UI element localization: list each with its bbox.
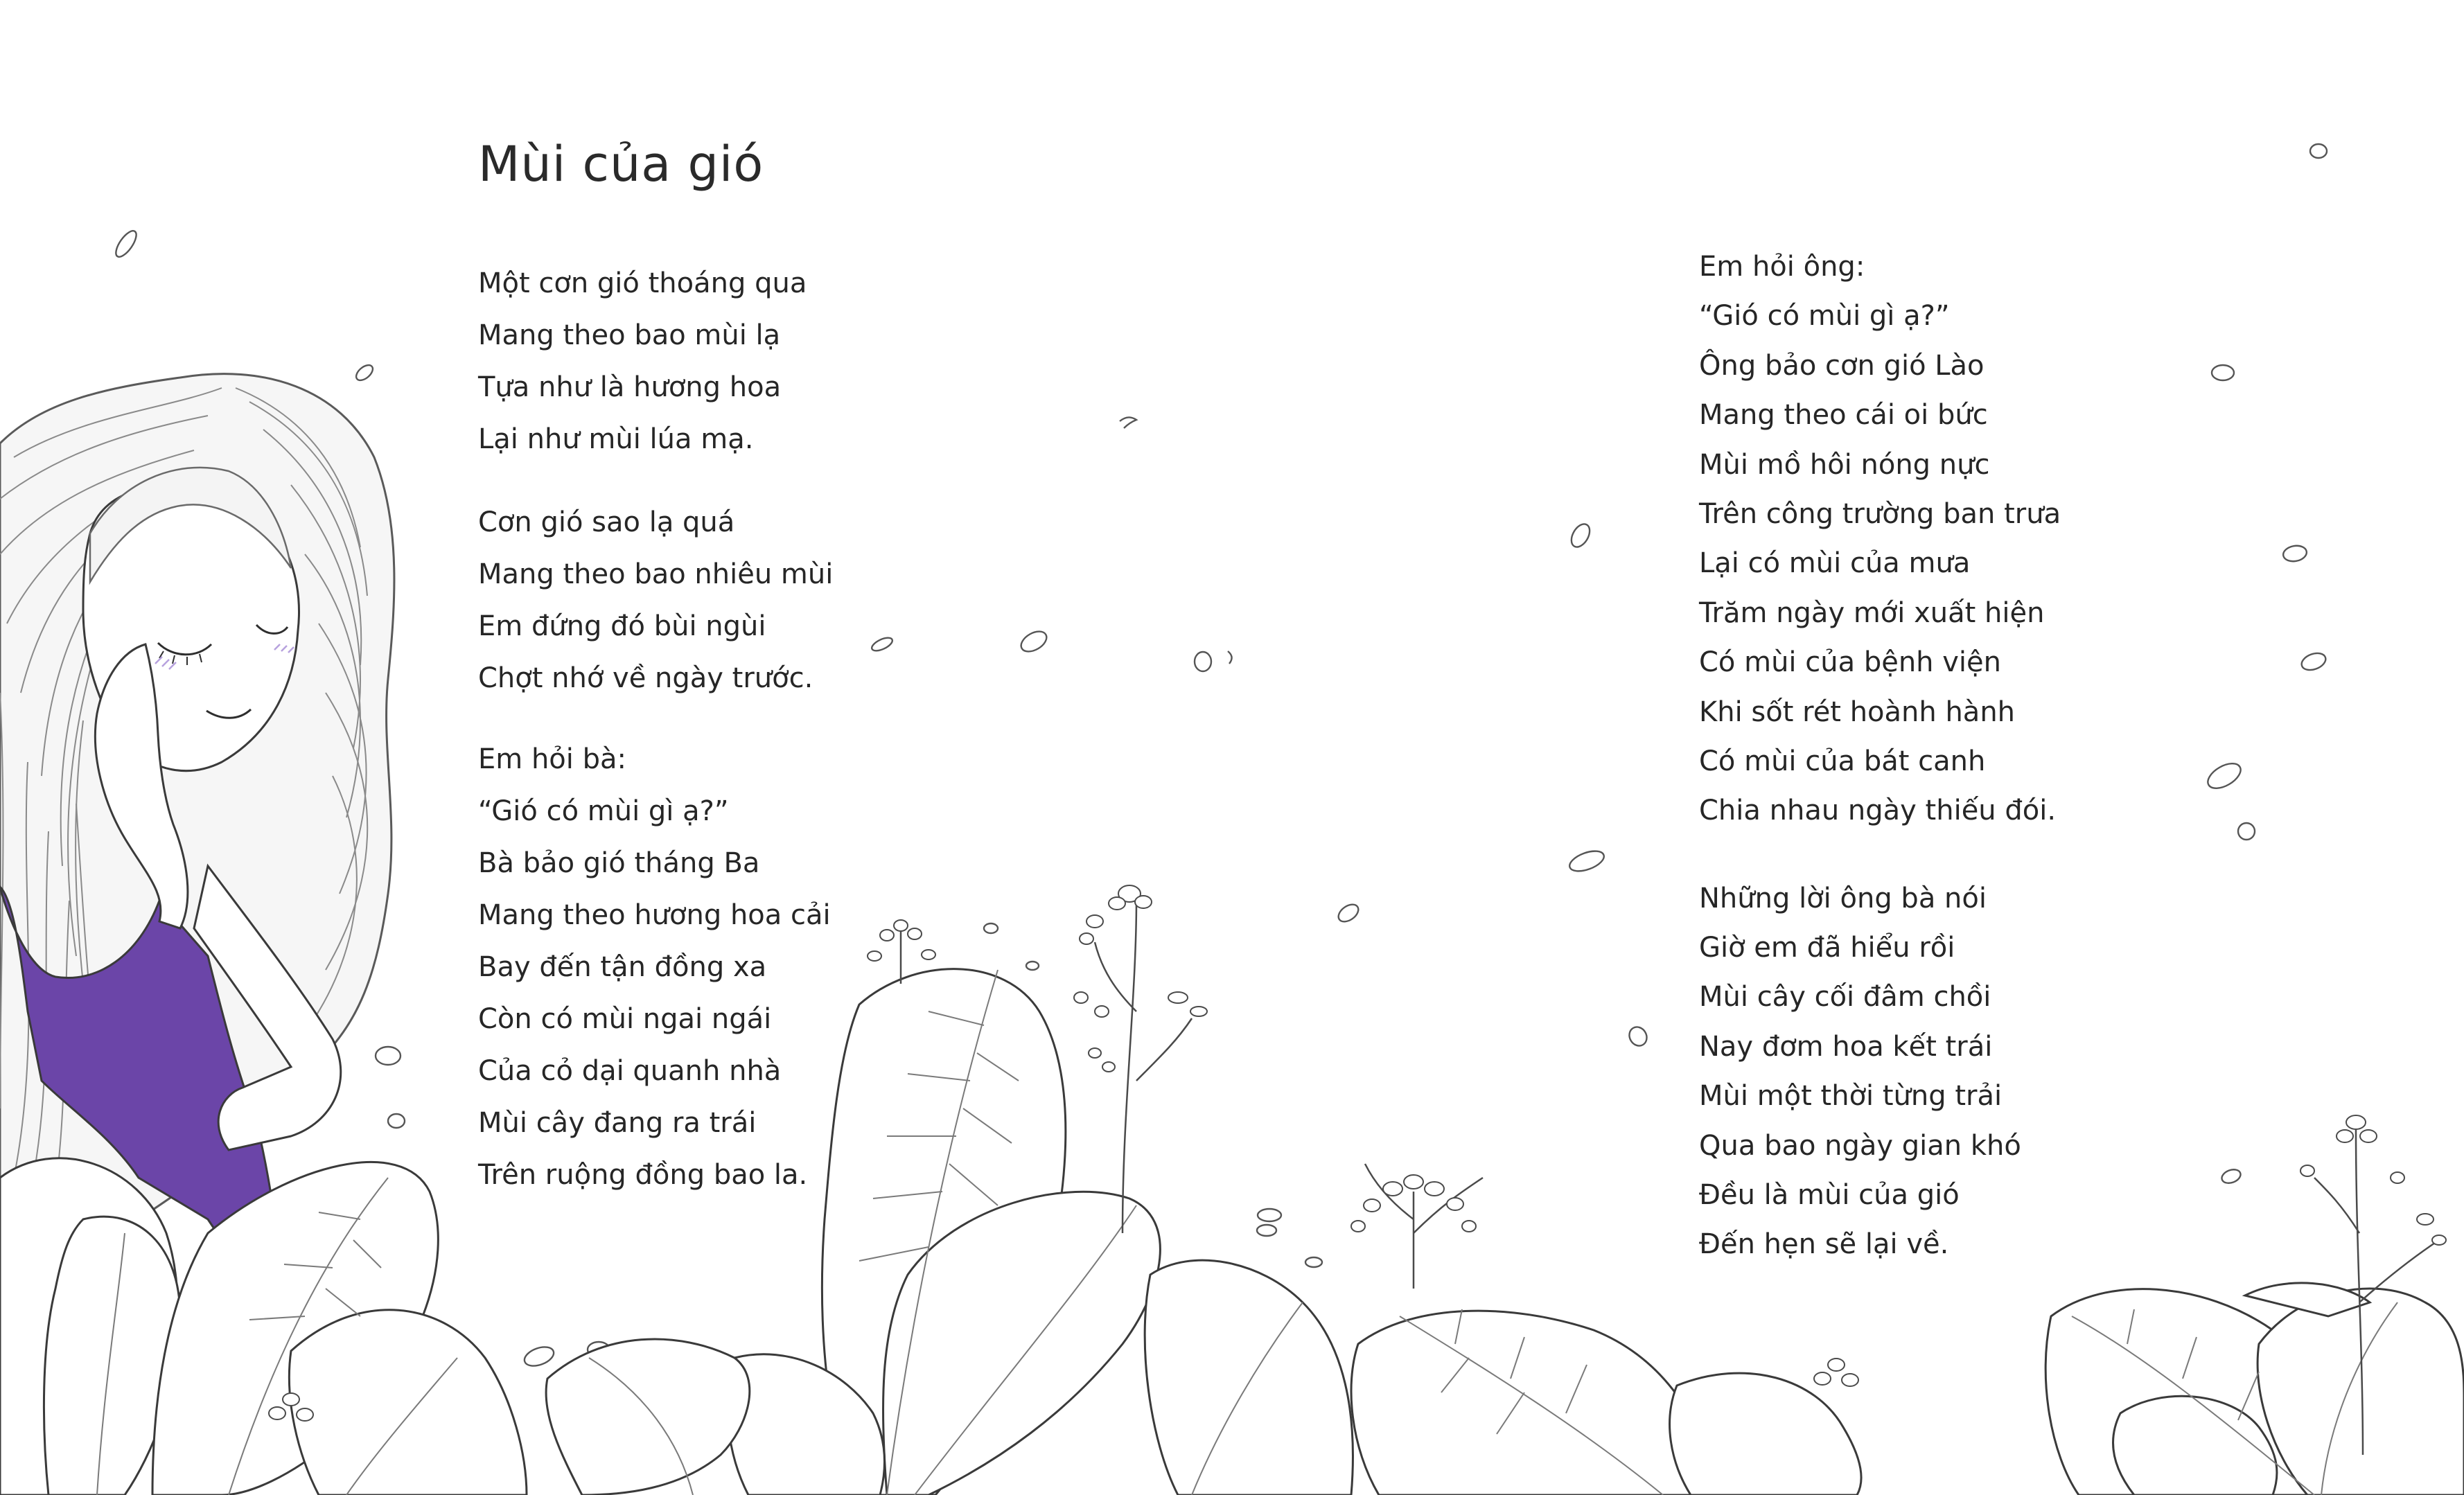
poem-line: Có mùi của bệnh viện (1699, 646, 2001, 679)
poem-line: Chợt nhớ về ngày trước. (478, 662, 813, 694)
stanza-1 (478, 258, 833, 466)
poem-line: Đều là mùi của gió (1699, 1179, 1960, 1212)
poem-line: Có mùi của bát canh (1699, 745, 1986, 777)
poem-line: Trên công trường ban trưa (1699, 497, 2061, 530)
poem-title: Mùi của gió (478, 136, 764, 193)
poem-line: Giờ em đã hiểu rồi (1699, 932, 1955, 964)
poem-line: Ông bảo cơn gió Lào (1699, 349, 1985, 382)
poem-line: Của cỏ dại quanh nhà (478, 1055, 782, 1087)
poem-line: Qua bao ngày gian khó (1699, 1129, 2021, 1162)
stanza-5 (1699, 874, 2061, 1270)
poem-line: Lại như mùi lúa mạ. (478, 423, 754, 455)
poem-line: Mang theo hương hoa cải (478, 899, 831, 931)
poem-line: Chia nhau ngày thiếu đói. (1699, 795, 2057, 827)
poem-line: Còn có mùi ngai ngái (478, 1003, 772, 1035)
poem-line: Mang theo cái oi bức (1699, 399, 1988, 432)
stanza-4 (1699, 242, 2061, 836)
poem-line: Em hỏi bà: (478, 743, 626, 775)
poem-line: Đến hẹn sẽ lại về. (1699, 1228, 1949, 1261)
poem-line: Bay đến tận đồng xa (478, 951, 767, 983)
poem-line: Mùi cây cối đâm chồi (1699, 981, 1991, 1014)
poem-column-left (478, 258, 833, 1201)
poem-line: Nay đơm hoa kết trái (1699, 1030, 1993, 1063)
poem-line: Những lời ông bà nói (1699, 882, 1987, 914)
poem-column-right (1699, 242, 2061, 1270)
poem-line: Mang theo bao nhiêu mùi (478, 558, 834, 590)
poem-line: Cơn gió sao lạ quá (478, 506, 735, 538)
poem-line: Lại có mùi của mưa (1699, 547, 1971, 580)
poem-line: Mùi mồ hôi nóng nực (1699, 448, 1990, 481)
poem-line: Mang theo bao mùi lạ (478, 319, 781, 351)
poem-line: “Gió có mùi gì ạ?” (1699, 300, 1950, 333)
poem-line: Trăm ngày mới xuất hiện (1699, 596, 2045, 629)
poem-line: “Gió có mùi gì ạ?” (478, 795, 729, 827)
poem-line: Một cơn gió thoáng qua (478, 267, 807, 299)
stanza-2 (478, 497, 833, 705)
poem-line: Trên ruộng đồng bao la. (478, 1159, 808, 1191)
stanza-3 (478, 734, 833, 1201)
poem-line: Mùi một thời từng trải (1699, 1080, 2003, 1113)
poem-line: Khi sốt rét hoành hành (1699, 696, 2016, 728)
poem-line: Mùi cây đang ra trái (478, 1107, 757, 1139)
poem-line: Em đứng đó bùi ngùi (478, 610, 766, 642)
poem-line: Em hỏi ông: (1699, 251, 1865, 283)
poem-line: Bà bảo gió tháng Ba (478, 847, 760, 879)
poem-line: Tựa như là hương hoa (478, 371, 782, 403)
